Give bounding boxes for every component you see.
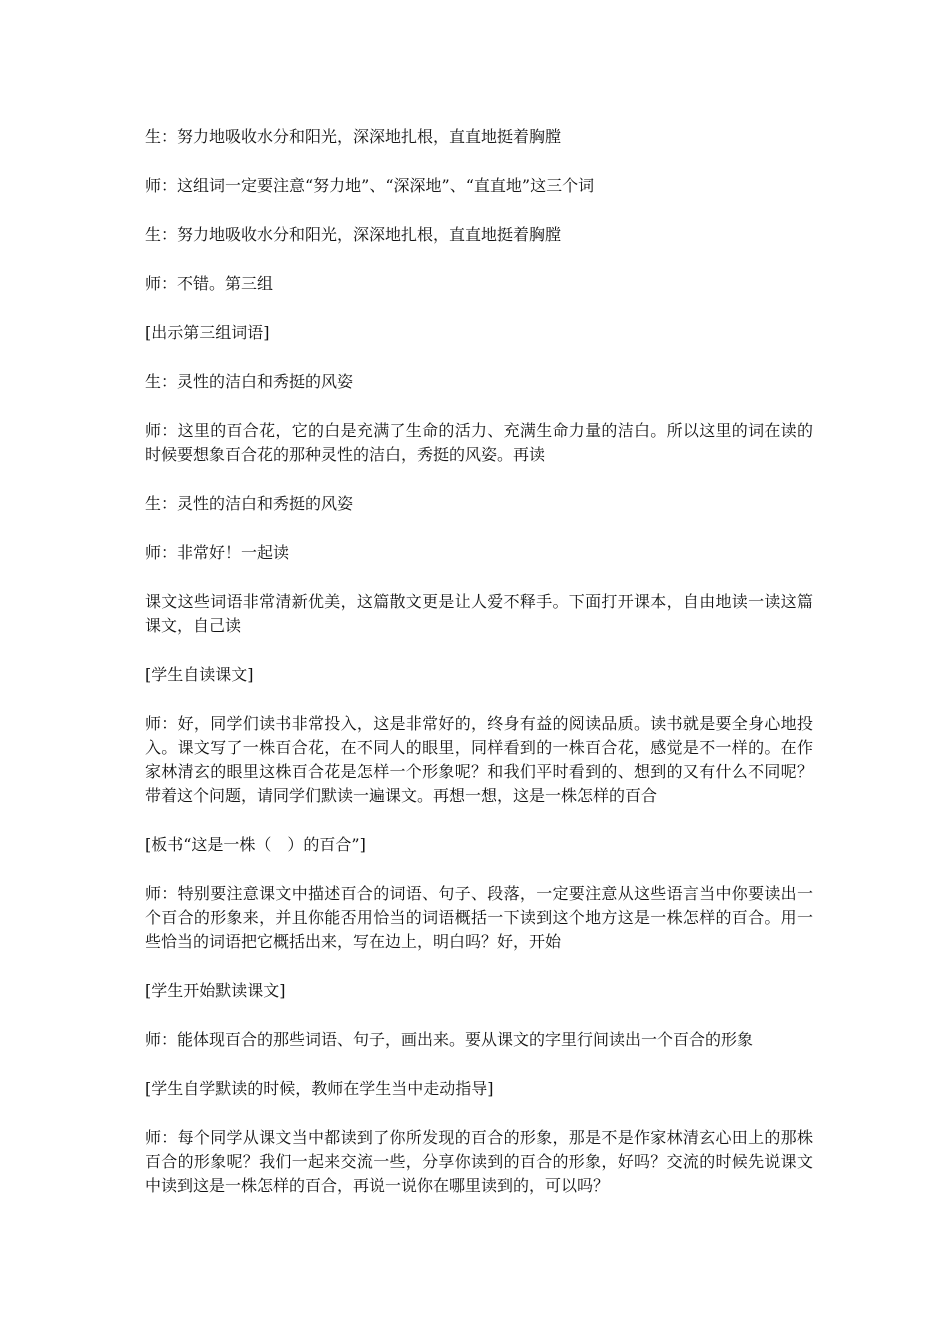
paragraph: 师：非常好！一起读 [145, 543, 290, 562]
paragraph: 师：能体现百合的那些词语、句子，画出来。要从课文的字里行间读出一个百合的形象 [145, 1030, 754, 1049]
paragraph: 师：这里的百合花，它的白是充满了生命的活力、充满生命力量的洁白。所以这里的词在读的时候要想象百合花的那种灵性的洁白，秀挺的风姿。再读 [145, 421, 813, 464]
paragraph: 师：不错。第三组 [145, 274, 274, 293]
paragraph: 师：这组词一定要注意“努力地”、“深深地”、“直直地”这三个词 [145, 176, 595, 195]
paragraph: [板书“这是一株（ ）的百合”] [145, 835, 366, 854]
paragraph: [出示第三组词语] [145, 323, 270, 342]
paragraph: 师：每个同学从课文当中都读到了你所发现的百合的形象，那是不是作家林清玄心田上的那株百合的形象呢？我们一起来交流一些，分享你读到的百合的形象，好吗？交流的时候先说课文中读到这是一株怎样的百合，再说一说你在哪里读到的，可以吗？ [145, 1128, 813, 1195]
paragraph: 师：特别要注意课文中描述百合的词语、句子、段落，一定要注意从这些语言当中你要读出一个百合的形象来，并且你能否用恰当的词语概括一下读到这个地方这是一株怎样的百合。用一些恰当的词语把它概括出来，写在边上，明白吗？好，开始 [145, 884, 813, 951]
paragraph: 生：努力地吸收水分和阳光，深深地扎根，直直地挺着胸膛 [145, 225, 562, 244]
paragraph: 生：努力地吸收水分和阳光，深深地扎根，直直地挺着胸膛 [145, 127, 562, 146]
paragraph: 生：灵性的洁白和秀挺的风姿 [145, 494, 354, 513]
document-body [145, 125, 813, 1223]
paragraph: 生：灵性的洁白和秀挺的风姿 [145, 372, 354, 391]
paragraph: [学生自读课文] [145, 665, 254, 684]
paragraph: 课文这些词语非常清新优美，这篇散文更是让人爱不释手。下面打开课本，自由地读一读这篇课文，自己读 [145, 592, 813, 635]
paragraph: 师：好，同学们读书非常投入，这是非常好的，终身有益的阅读品质。读书就是要全身心地投入。课文写了一株百合花，在不同人的眼里，同样看到的一株百合花，感觉是不一样的。在作家林清玄的眼里这株百合花是怎样一个形象呢？和我们平时看到的、想到的又有什么不同呢？带着这个问题，请同学们默读一遍课文。再想一想，这是一株怎样的百合 [145, 714, 813, 805]
paragraph: [学生开始默读课文] [145, 981, 286, 1000]
paragraph: [学生自学默读的时候，教师在学生当中走动指导] [145, 1079, 494, 1098]
